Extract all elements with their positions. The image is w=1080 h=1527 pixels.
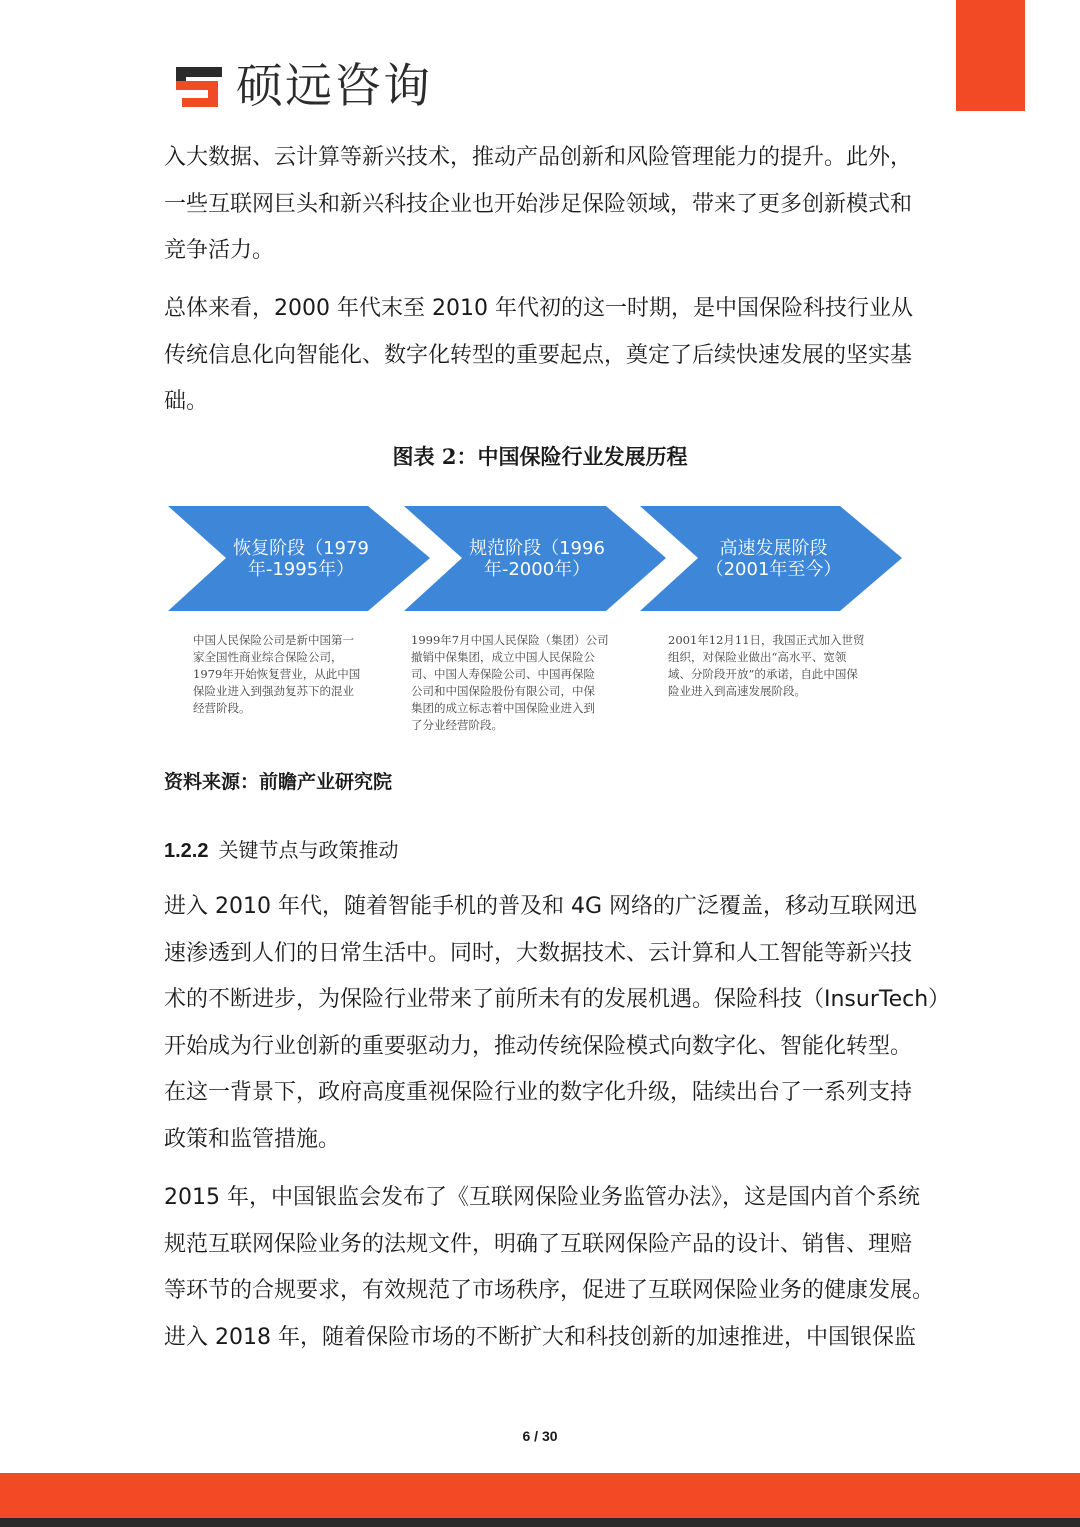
text-line: 竞争活力。	[164, 238, 275, 263]
text-line: 政策和监管措施。	[164, 1126, 341, 1152]
footer-strip	[0, 1518, 1080, 1527]
desc-line: 域、分阶段开放”的承诺，自此中国保	[668, 667, 858, 681]
desc-line: 2001年12月11日，我国正式加入世贸	[668, 633, 865, 647]
text-line: 进入 2010 年代，随着智能手机的普及和 4G 网络的广泛覆盖，移动互联网迅	[164, 894, 918, 919]
figure-source: 资料来源：前瞻产业研究院	[164, 771, 393, 793]
logo-icon	[176, 64, 228, 110]
desc-line: 险业进入到高速发展阶段。	[668, 684, 806, 698]
stage-desc-1	[193, 632, 393, 717]
stage-label-line: 高速发展阶段	[719, 538, 828, 559]
footer-bar	[0, 1473, 1080, 1518]
brand-name: 硕远咨询	[236, 59, 432, 114]
text-line: 一些互联网巨头和新兴科技企业也开始涉足保险领域，带来了更多创新模式和	[164, 191, 913, 217]
desc-line: 集团的成立标志着中国保险业进入到	[411, 701, 595, 715]
desc-line: 保险业进入到强劲复苏下的混业	[193, 684, 354, 698]
stage-label-line: 年-2000年）	[483, 559, 591, 580]
stage-label-line: 规范阶段（1996	[469, 538, 605, 559]
text-line: 入大数据、云计算等新兴技术，推动产品创新和风险管理能力的提升。此外，	[164, 145, 913, 170]
brand-logo	[176, 60, 432, 114]
desc-line: 组织，对保险业做出“高水平、宽领	[668, 650, 847, 664]
paragraph-1	[164, 135, 924, 275]
text-line: 进入 2018 年，随着保险市场的不断扩大和科技创新的加速推进，中国银保监	[164, 1324, 916, 1350]
desc-line: 家全国性商业综合保险公司，	[193, 650, 343, 664]
paragraph-3	[164, 884, 951, 1163]
desc-line: 撤销中保集团，成立中国人民保险公	[411, 650, 595, 664]
figure-title: 图表 2：中国保险行业发展历程	[392, 444, 688, 469]
desc-line: 中国人民保险公司是新中国第一	[193, 633, 354, 647]
stage-label-line: 年-1995年）	[247, 559, 355, 580]
desc-line: 司、中国人寿保险公司、中国再保险	[411, 667, 595, 681]
text-line: 在这一背景下，政府高度重视保险行业的数字化升级，陆续出台了一系列支持	[164, 1080, 913, 1105]
text-line: 总体来看，2000 年代末至 2010 年代初的这一时期，是中国保险科技行业从	[164, 296, 913, 321]
stage-label-1	[226, 538, 376, 580]
text-line: 传统信息化向智能化、数字化转型的重要起点，奠定了后续快速发展的坚实基	[164, 342, 913, 368]
text-line: 规范互联网保险业务的法规文件，明确了互联网保险产品的设计、销售、理赔	[164, 1231, 913, 1257]
stage-desc-3	[668, 632, 903, 700]
desc-line: 1979年开始恢复营业，从此中国	[193, 667, 361, 681]
section-number: 1.2.2	[164, 840, 209, 862]
stage-desc-2	[411, 632, 641, 734]
stage-label-3	[696, 538, 851, 580]
text-line: 开始成为行业创新的重要驱动力，推动传统保险模式向数字化、智能化转型。	[164, 1033, 913, 1059]
desc-line: 了分业经营阶段。	[411, 718, 503, 732]
desc-line: 1999年7月中国人民保险（集团）公司	[411, 633, 609, 647]
section-heading	[164, 834, 398, 867]
text-line: 速渗透到人们的日常生活中。同时，大数据技术、云计算和人工智能等新兴技	[164, 940, 913, 966]
paragraph-4	[164, 1175, 935, 1361]
stage-label-line: （2001年至今）	[705, 559, 842, 580]
desc-line: 经营阶段。	[193, 701, 251, 715]
paragraph-2	[164, 286, 924, 426]
text-line: 2015 年，中国银监会发布了《互联网保险业务监管办法》，这是国内首个系统	[164, 1185, 920, 1210]
text-line: 础。	[164, 389, 209, 414]
page-number: 6 / 30	[522, 1428, 558, 1444]
desc-line: 公司和中国保险股份有限公司，中保	[411, 684, 595, 698]
corner-accent-block	[956, 0, 1025, 111]
text-line: 等环节的合规要求，有效规范了市场秩序，促进了互联网保险业务的健康发展。	[164, 1278, 935, 1303]
stage-label-line: 恢复阶段（1979	[233, 538, 369, 559]
stage-label-2	[462, 538, 612, 580]
text-line: 术的不断进步，为保险行业带来了前所未有的发展机遇。保险科技（InsurTech）	[164, 987, 951, 1012]
section-title: 关键节点与政策推动	[218, 838, 399, 862]
